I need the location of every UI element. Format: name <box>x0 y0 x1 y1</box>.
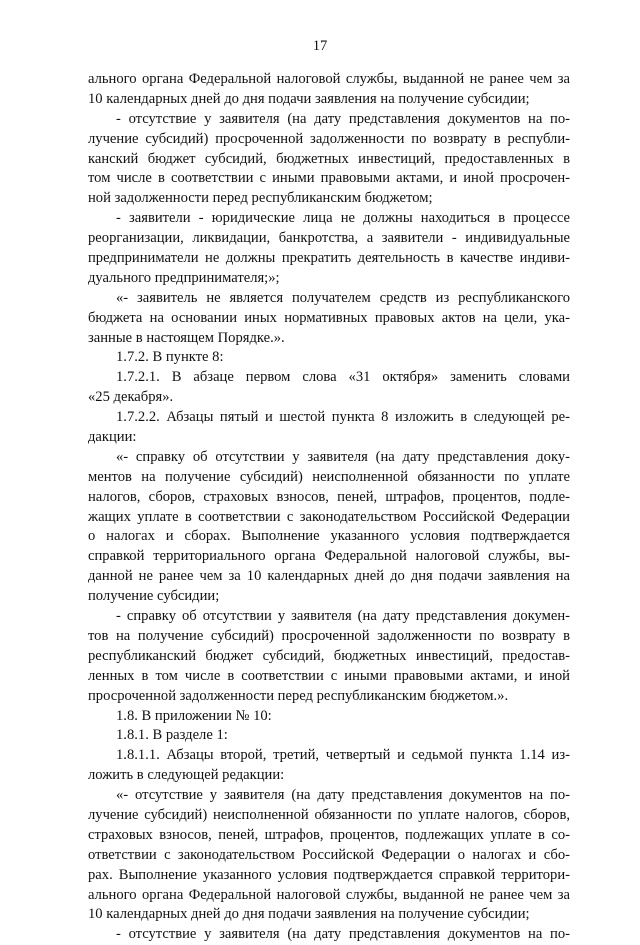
text-line: бюджета на основании иных нормативных правовых актов на цели, ука- <box>88 309 570 326</box>
paragraph <box>88 746 570 786</box>
text-line: ального органа Федеральной налоговой службы, выданной не ранее чем за <box>88 71 570 87</box>
paragraph <box>88 607 570 706</box>
text-line: - отсутствие у заявителя (на дату представления документов на по- <box>116 110 570 127</box>
paragraph <box>88 348 570 368</box>
text-line: ной задолженности перед республиканским бюджетом; <box>88 190 433 207</box>
text-line: 1.7.2.2. Абзацы пятый и шестой пункта 8 изложить в следующей ре- <box>116 409 570 426</box>
text-line: - заявители - юридические лица не должны находиться в процессе <box>116 210 570 227</box>
paragraph <box>88 110 570 209</box>
text-line: «- справку об отсутствии у заявителя (на дату представления доку- <box>116 448 570 465</box>
text-line: налогов, сборов, страховых взносов, пеней, штрафов, процентов, подле- <box>88 488 570 505</box>
text-line: «25 декабря». <box>88 389 174 406</box>
text-line: республиканский бюджет субсидий, бюджетных инвестиций, предостав- <box>88 647 570 664</box>
text-line: 1.7.2.1. В абзаце первом слова «31 октября» заменить словами <box>116 369 570 386</box>
text-line: «- отсутствие у заявителя (на дату представления документов на по- <box>116 787 570 804</box>
text-line: жащих уплате в соответствии с законодательством Российской Федерации <box>88 508 570 525</box>
text-line: - справку об отсутствии у заявителя (на дату представления докумен- <box>116 608 570 625</box>
text-line: лучение субсидий) неисполненной обязанности по уплате налогов, сборов, <box>88 806 570 823</box>
text-line: «- заявитель не является получателем средств из республиканского <box>116 289 570 306</box>
paragraph <box>88 289 570 349</box>
paragraph <box>88 925 570 945</box>
text-line: ложить в следующей редакции: <box>88 767 285 784</box>
text-line: данной не ранее чем за 10 календарных дней до дня подачи заявления на <box>88 568 570 585</box>
text-line: рах. Выполнение указанного условия подтверждается справкой территори- <box>88 866 570 883</box>
text-line: 1.8.1. В разделе 1: <box>116 727 228 744</box>
text-line: занные в настоящем Порядке.». <box>88 329 285 346</box>
text-line: - отсутствие у заявителя (на дату представления документов на по- <box>116 926 570 943</box>
text-line: реорганизации, ликвидации, банкротства, а заявители - индивидуальные <box>88 230 570 247</box>
text-line: канский бюджет субсидий, бюджетных инвестиций, предоставленных в <box>88 150 570 167</box>
text-line: дакции: <box>88 429 137 446</box>
text-line: предприниматели не должны прекратить деятельность в качестве индиви- <box>88 250 570 267</box>
paragraph <box>88 368 570 408</box>
text-line: просроченной задолженности перед республиканским бюджетом.». <box>88 687 509 704</box>
text-line: справкой территориального органа Федеральной налоговой службы, вы- <box>88 548 570 565</box>
paragraph <box>88 707 570 727</box>
text-line: ального органа Федеральной налоговой службы, выданной не ранее чем за <box>88 886 570 903</box>
text-line: ментов на получение субсидий) неисполненной обязанности по уплате <box>88 468 570 485</box>
text-line: дуального предпринимателя;»; <box>88 269 280 286</box>
text-line: 1.8. В приложении № 10: <box>116 707 272 724</box>
paragraph <box>88 726 570 746</box>
page-number: 17 <box>312 38 328 54</box>
text-line: получение субсидии; <box>88 588 220 605</box>
text-line: 1.8.1.1. Абзацы второй, третий, четвертый и седьмой пункта 1.14 из- <box>116 747 570 764</box>
text-line: страховых взносов, пеней, штрафов, процентов, подлежащих уплате в со- <box>88 826 570 843</box>
text-line: тов на получение субсидий) просроченной задолженности по возврату в <box>88 627 570 644</box>
paragraph <box>88 448 570 607</box>
paragraph <box>88 209 570 289</box>
text-line: лучение субсидий) просроченной задолженности по возврату в республи- <box>88 130 570 147</box>
text-line: 10 календарных дней до дня подачи заявления на получение субсидии; <box>88 906 530 923</box>
text-line: ленных в том числе в соответствии с иными правовыми актами, и иной <box>88 667 570 684</box>
text-line: 1.7.2. В пункте 8: <box>116 349 224 366</box>
text-line: ответствии с законодательством Российской Федерации о налогах и сбо- <box>88 846 570 863</box>
paragraph <box>88 70 570 110</box>
text-line: о налогах и сборах. Выполнение указанного условия подтверждается <box>88 528 570 545</box>
document-body <box>88 70 570 945</box>
paragraph <box>88 408 570 448</box>
paragraph <box>88 786 570 925</box>
text-line: том числе в соответствии с иными правовыми актами, и иной просрочен- <box>88 170 570 187</box>
text-line: 10 календарных дней до дня подачи заявления на получение субсидии; <box>88 90 530 107</box>
